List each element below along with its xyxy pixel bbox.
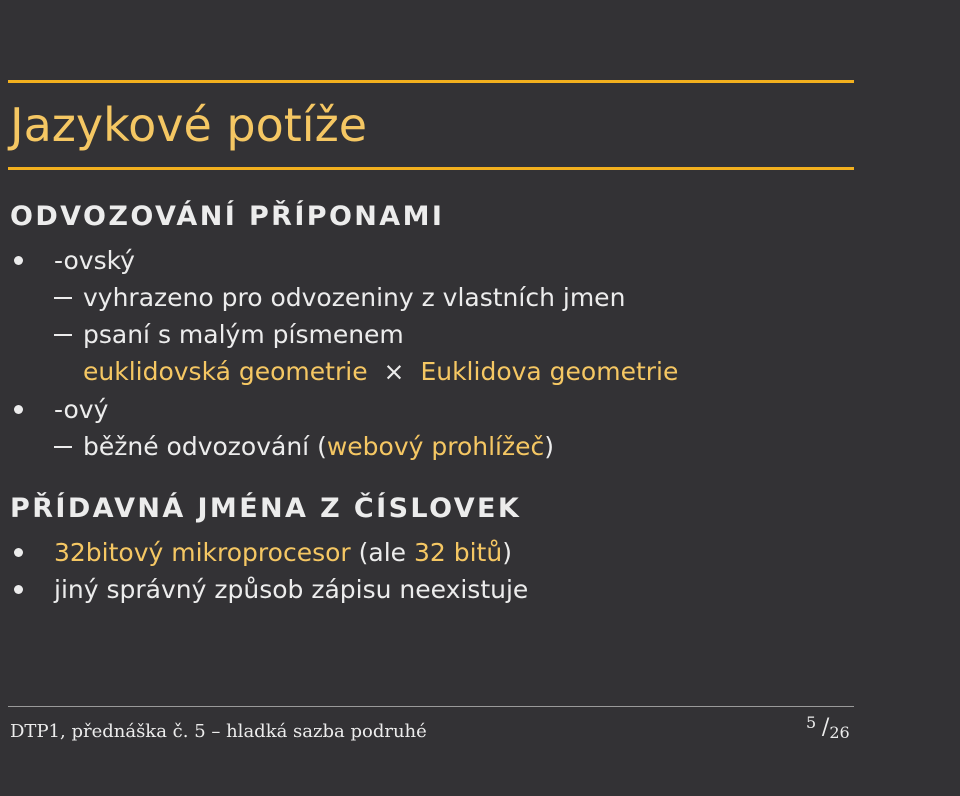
title-rule-bottom — [8, 167, 854, 170]
bullet-marker — [14, 548, 23, 557]
page-current: 5 — [806, 713, 817, 732]
footer-rule — [8, 706, 854, 707]
title-rule-top — [8, 80, 854, 83]
example-line — [83, 355, 678, 389]
example-contrast: Euklidova geometrie — [420, 357, 679, 386]
example-correct: euklidovská geometrie — [83, 357, 368, 386]
dash-marker — [54, 297, 72, 299]
dash-marker — [54, 446, 72, 448]
list-item-32bit-after: ) — [502, 538, 512, 567]
list-item-ovy: -ový — [54, 395, 109, 424]
page-total: 26 — [829, 723, 850, 742]
bullet-marker — [14, 256, 23, 265]
subitem-lowercase: psaní s malým písmenem — [83, 320, 404, 349]
list-item-no-other: jiný správný způsob zápisu neexistuje — [54, 575, 529, 604]
subitem-common — [83, 430, 554, 464]
list-item-ovsky: -ovský — [54, 246, 135, 275]
subitem-reserved: vyhrazeno pro odvozeniny z vlastních jmen — [83, 283, 626, 312]
example-32bit: 32bitový mikroprocesor — [54, 538, 351, 567]
contrast-symbol: × — [383, 357, 405, 386]
slide-title: Jazykové potíže — [10, 98, 368, 152]
subitem-common-before: běžné odvozování ( — [83, 432, 327, 461]
example-web-browser: webový prohlížeč — [326, 432, 545, 461]
section-heading-suffixes: ODVOZOVÁNÍ PŘÍPONAMI — [10, 201, 445, 232]
page-separator: / — [821, 715, 830, 740]
bullet-marker — [14, 405, 23, 414]
example-32-bits: 32 bitů — [413, 538, 503, 567]
list-item-32bit — [54, 536, 512, 570]
section-heading-numerals: PŘÍDAVNÁ JMÉNA Z ČÍSLOVEK — [10, 493, 522, 524]
list-item-32bit-middle: (ale — [350, 538, 414, 567]
footer-course-info: DTP1, přednáška č. 5 – hladká sazba podruhé — [10, 721, 427, 742]
subitem-common-after: ) — [544, 432, 555, 461]
dash-marker — [54, 334, 72, 336]
page-number — [806, 713, 850, 742]
bullet-marker — [14, 585, 23, 594]
